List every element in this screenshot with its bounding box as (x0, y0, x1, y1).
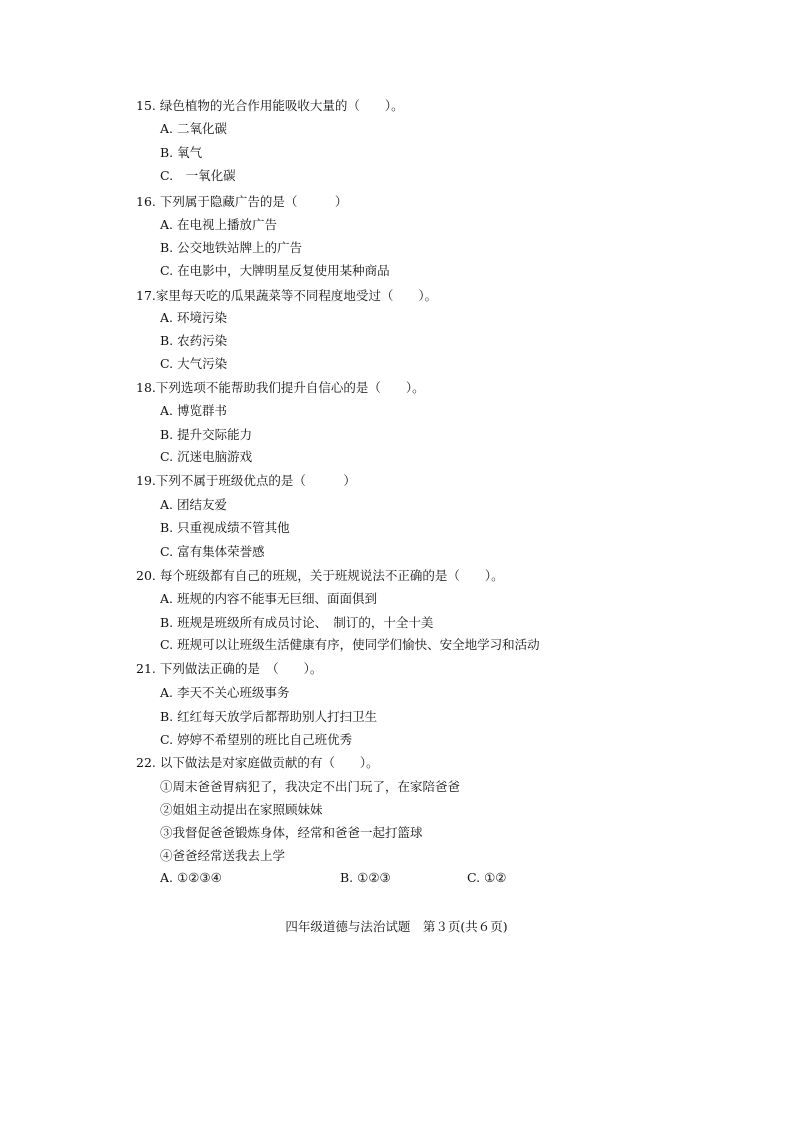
question-16-option-b: B. 公交地铁站牌上的广告 (160, 240, 303, 255)
question-15-option-a: A. 二氧化碳 (160, 121, 227, 136)
question-19-option-c: C. 富有集体荣誉感 (160, 544, 265, 559)
question-21-stem: 21. 下列做法正确的是 （ ）。 (136, 661, 323, 676)
question-20-stem: 20. 每个班级都有自己的班规，关于班规说法不正确的是（ ）。 (136, 568, 504, 583)
page-footer: 四年级道德与法治试题 第３页(共６页) (285, 919, 508, 934)
question-19-stem: 19.下列不属于班级优点的是（ ） (136, 473, 356, 488)
question-22-stem: 22. 以下做法是对家庭做贡献的有（ ）。 (136, 755, 379, 770)
question-22-option-c: C. ①② (467, 870, 507, 885)
question-17-option-a: A. 环境污染 (160, 310, 227, 325)
question-19-option-a: A. 团结友爱 (160, 497, 227, 512)
question-16-option-c: C. 在电影中，大牌明星反复使用某种商品 (160, 263, 390, 278)
question-18-option-a: A. 博览群书 (160, 403, 227, 418)
question-18-option-b: B. 提升交际能力 (160, 427, 253, 442)
question-21-option-b: B. 红红每天放学后都帮助别人打扫卫生 (160, 709, 378, 724)
question-22-option-a: A. ①②③④ (160, 870, 222, 885)
question-16-stem: 16. 下列属于隐藏广告的是（ ） (136, 194, 348, 209)
question-17-stem: 17.家里每天吃的瓜果蔬菜等不同程度地受过（ ）。 (136, 288, 438, 303)
question-20-option-a: A. 班规的内容不能事无巨细、面面俱到 (160, 591, 377, 606)
question-22-option-b: B. ①②③ (340, 870, 391, 885)
question-22-item-4: ④爸爸经常送我去上学 (160, 848, 286, 863)
question-22-item-1: ①周末爸爸胃病犯了，我决定不出门玩了，在家陪爸爸 (160, 779, 461, 794)
question-22-item-2: ②姐姐主动提出在家照顾妹妹 (160, 802, 323, 817)
question-17-option-b: B. 农药污染 (160, 333, 228, 348)
question-21-option-a: A. 李天不关心班级事务 (160, 685, 290, 700)
question-22-item-3: ③我督促爸爸锻炼身体，经常和爸爸一起打篮球 (160, 825, 423, 840)
question-20-option-b: B. 班规是班级所有成员讨论、 制订的，十全十美 (160, 615, 434, 630)
question-15-stem: 15. 绿色植物的光合作用能吸收大量的（ ）。 (136, 98, 404, 113)
question-19-option-b: B. 只重视成绩不管其他 (160, 520, 290, 535)
question-18-stem: 18.下列选项不能帮助我们提升自信心的是（ ）。 (136, 380, 425, 395)
question-17-option-c: C. 大气污染 (160, 356, 228, 371)
question-15-option-c: C. 一氧化碳 (160, 168, 236, 183)
question-15-option-b: B. 氧气 (160, 145, 203, 160)
question-18-option-c: C. 沉迷电脑游戏 (160, 449, 253, 464)
question-16-option-a: A. 在电视上播放广告 (160, 217, 277, 232)
question-21-option-c: C. 婷婷不希望别的班比自己班优秀 (160, 732, 353, 747)
question-20-option-c: C. 班规可以让班级生活健康有序，使同学们愉快、安全地学习和活动 (160, 637, 540, 652)
